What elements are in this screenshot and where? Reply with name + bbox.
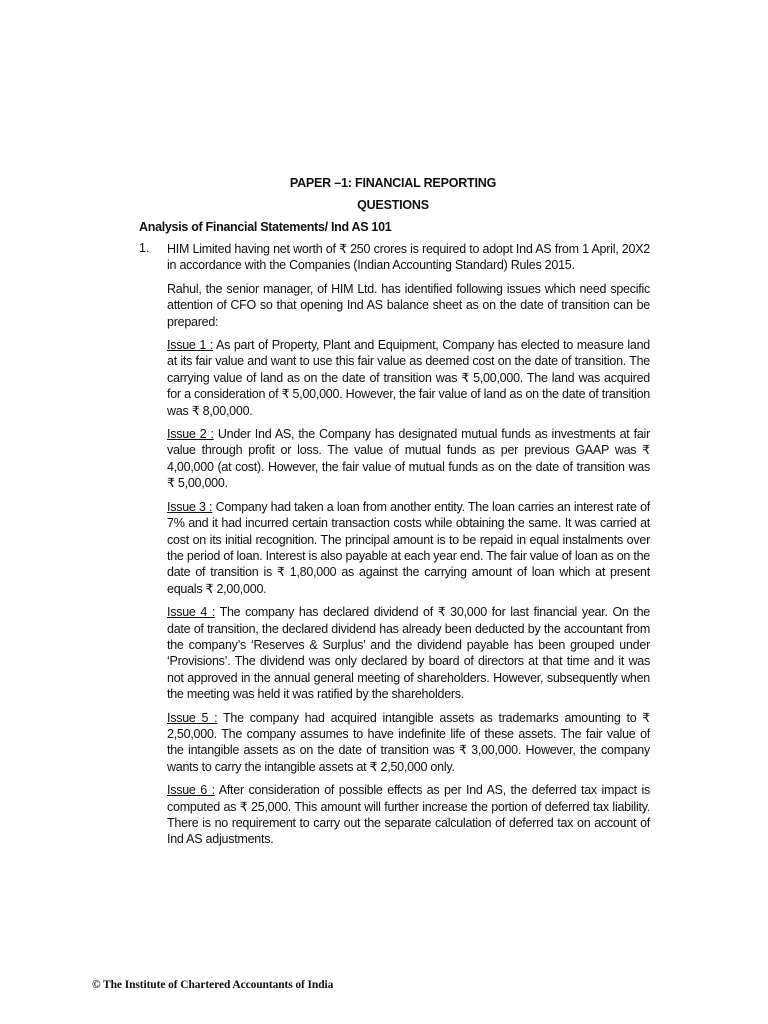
questions-heading: QUESTIONS (357, 198, 429, 212)
issue-text: The company had acquired intangible assets as trademarks amounting to ₹ 2,50,000. The company assumes to have indefinite life of these assets. The fair value of the intangible assets as on the date of transition was ₹ 3,00,000. However, the company wants to carry the intangible assets at ₹ 2,50,000 only. (167, 710, 650, 774)
issue-label: Issue 4 : (167, 605, 216, 620)
question-context: Rahul, the senior manager, of HIM Ltd. has identified following issues which need specific attention of CFO so that opening Ind AS balance sheet as on the date of transition can be prepared: (167, 281, 650, 329)
copyright-footer: © The Institute of Chartered Accountants of India (92, 979, 334, 991)
issue-paragraph-5 (167, 710, 650, 776)
issue-text: After consideration of possible effects as per Ind AS, the deferred tax impact is computed as ₹ 25,000. This amount will further increase the portion of deferred tax liability. There is no requirement to carry out the separate calculation of deferred tax on account of Ind AS adjustments. (167, 783, 650, 847)
issue-text: As part of Property, Plant and Equipment, Company has elected to measure land at its fair value and want to use this fair value as deemed cost on the date of transition. The carrying value of land as on the date of transition was ₹ 5,00,000. The land was acquired for a consideration of ₹ 5,00,000. However, the fair value of land as on the date of transition was ₹ 8,00,000. (167, 338, 650, 418)
issue-paragraph-1 (167, 337, 650, 419)
issue-label: Issue 1 : (167, 338, 213, 353)
section-heading: Analysis of Financial Statements/ Ind AS 101 (139, 220, 392, 234)
issue-paragraph-6 (167, 782, 650, 848)
issue-label: Issue 3 : (167, 499, 213, 514)
issue-paragraph-4 (167, 604, 650, 702)
question-number: 1. (139, 241, 150, 255)
issue-paragraph-2 (167, 426, 650, 492)
issue-paragraph-3 (167, 499, 650, 597)
paper-title: PAPER –1: FINANCIAL REPORTING (289, 176, 497, 190)
issue-label: Issue 6 : (167, 783, 215, 798)
question-intro: HIM Limited having net worth of ₹ 250 crores is required to adopt Ind AS from 1 April, 20X2 in accordance with the Companies (Indian Accounting Standard) Rules 2015. (167, 242, 650, 273)
question-body (167, 241, 650, 855)
issue-label: Issue 5 : (167, 710, 218, 725)
issue-text: Company had taken a loan from another entity. The loan carries an interest rate of 7% and it had incurred certain transaction costs while obtaining the same. It was carried at cost on its initial recognition. The principal amount is to be repaid in equal instalments over the period of loan. Interest is also payable at each year end. The fair value of loan as on the date of transition is ₹ 1,80,000 as against the carrying amount of loan which at present equals ₹ 2,00,000. (167, 499, 650, 596)
issue-text: The company has declared dividend of ₹ 30,000 for last financial year. On the date of transition, the declared dividend has already been deducted by the accountant from the company’s ‘Reserves & Surplus’ and the dividend payable has been grouped under ‘Provisions’. The dividend was only declared by board of directors at that time and it was not approved in the annual general meeting of shareholders. However, subsequently when the meeting was held it was ratified by the shareholders. (167, 605, 650, 702)
issue-label: Issue 2 : (167, 427, 214, 442)
issue-text: Under Ind AS, the Company has designated mutual funds as investments at fair value through profit or loss. The value of mutual funds as per previous GAAP was ₹ 4,00,000 (at cost). However, the fair value of mutual funds as on the date of transition was ₹ 5,00,000. (167, 427, 650, 491)
